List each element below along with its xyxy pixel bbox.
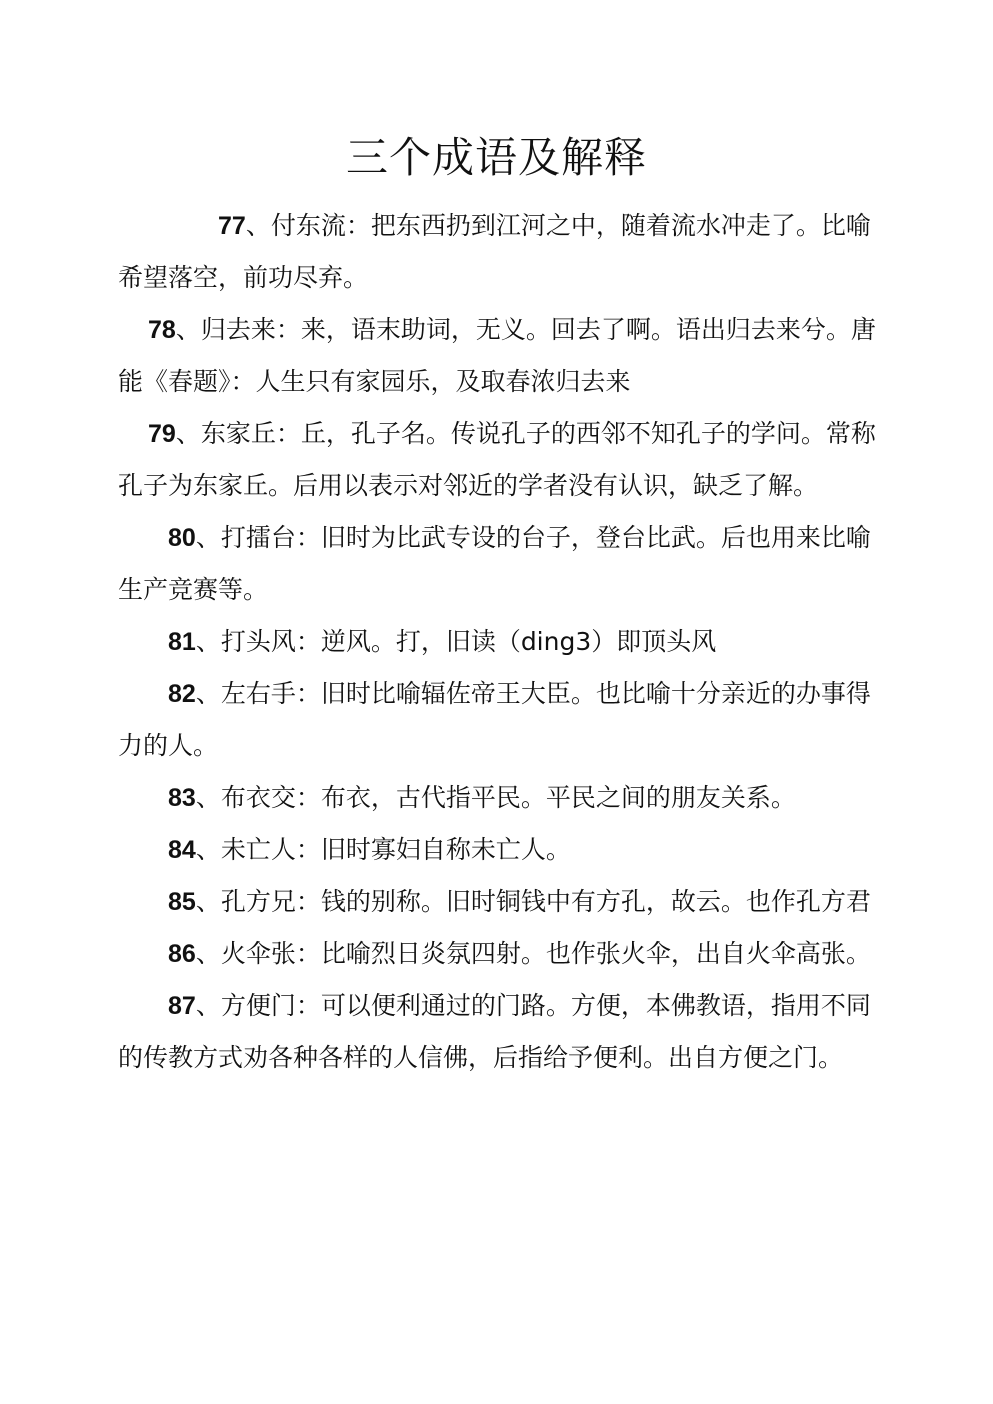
entry-77 [118,200,888,304]
entry-number: 86 [168,940,196,968]
entry-number: 82 [168,680,196,708]
entry-number: 81 [168,628,196,656]
entry-82 [118,668,888,772]
entry-text: 、方便门：可以便利通过的门路。方便，本佛教语，指用不同的传教方式劝各种各样的人信佛，后指给予便利。出自方便之门。 [118,991,871,1072]
document-body [118,200,888,1084]
entry-text: 、打头风：逆风。打，旧读（ding3）即顶头风 [195,627,717,656]
entry-79 [118,408,888,512]
entry-number: 77 [218,212,246,240]
entry-number: 83 [168,784,196,812]
entry-84 [118,824,888,876]
entry-text: 、付东流：把东西扔到江河之中，随着流水冲走了。比喻希望落空，前功尽弃。 [118,211,871,292]
entry-83 [118,772,888,824]
entry-text: 、孔方兄：钱的别称。旧时铜钱中有方孔，故云。也作孔方君 [195,887,871,916]
entry-number: 78 [148,316,176,344]
entry-85 [118,876,888,928]
entry-text: 、未亡人：旧时寡妇自称未亡人。 [195,835,571,864]
entry-text: 、左右手：旧时比喻辐佐帝王大臣。也比喻十分亲近的办事得力的人。 [118,679,871,760]
entry-number: 80 [168,524,196,552]
entry-87 [118,980,888,1084]
entry-number: 87 [168,992,196,1020]
entry-81 [118,616,888,668]
entry-text: 、火伞张：比喻烈日炎氛四射。也作张火伞，出自火伞高张。 [195,939,871,968]
entry-number: 84 [168,836,196,864]
page-title: 三个成语及解释 [345,133,647,182]
entry-78 [118,304,888,408]
entry-text: 、布衣交：布衣，古代指平民。平民之间的朋友关系。 [195,783,796,812]
entry-text: 、东家丘：丘，孔子名。传说孔子的西邻不知孔子的学问。常称孔子为东家丘。后用以表示对邻近的学者没有认识，缺乏了解。 [118,419,876,500]
entry-text: 、打擂台：旧时为比武专设的台子，登台比武。后也用来比喻生产竞赛等。 [118,523,871,604]
entry-80 [118,512,888,616]
entry-number: 79 [148,420,176,448]
entry-86 [118,928,888,980]
entry-number: 85 [168,888,196,916]
entry-text: 、归去来：来，语末助词，无义。回去了啊。语出归去来兮。唐能《春题》：人生只有家园乐，及取春浓归去来 [118,315,876,396]
